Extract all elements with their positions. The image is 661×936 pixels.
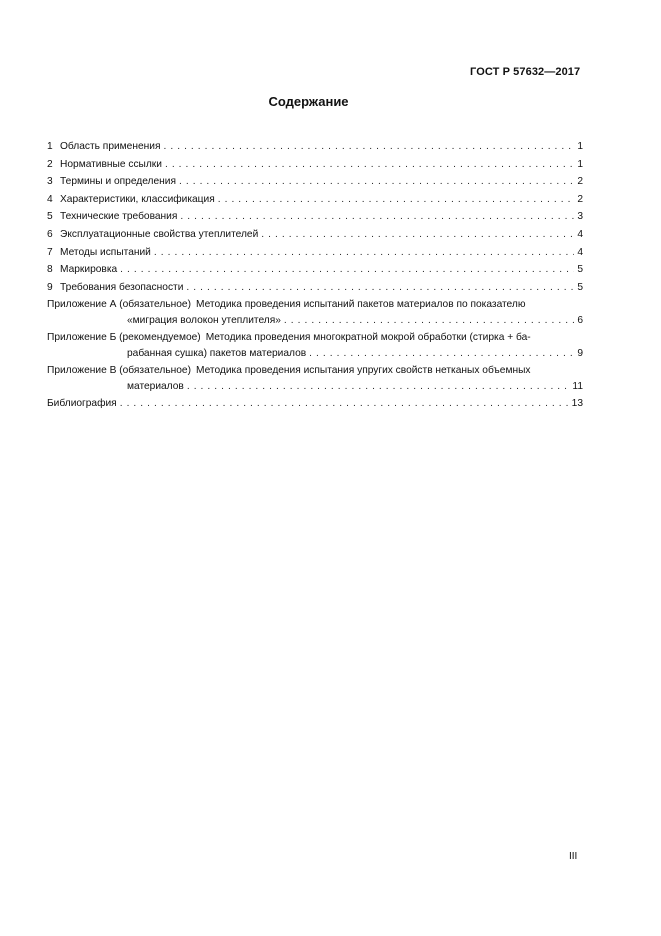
toc-entry-text: Технические требования [60, 211, 178, 223]
toc-appendix-v-cont[interactable] [47, 378, 583, 396]
toc-entry-page: 2 [577, 193, 583, 205]
appendix-title-line1: Методика проведения испытаний пакетов материалов по показателю [196, 299, 526, 311]
appendix-title-line1: Методика проведения многократной мокрой обработки (стирка + ба- [205, 332, 531, 344]
toc-appendix-b[interactable] [47, 329, 583, 344]
page-number: III [569, 851, 578, 862]
toc-appendix-a-cont[interactable] [47, 312, 583, 330]
dot-leader [180, 208, 574, 226]
toc-entry-text: Требования безопасности [60, 281, 184, 293]
toc-entry-4[interactable] [47, 191, 583, 209]
table-of-contents [47, 138, 583, 413]
toc-entry-6[interactable] [47, 226, 583, 244]
appendix-title-line2: «миграция волокон утеплителя» [127, 314, 281, 326]
toc-appendix-b-cont[interactable] [47, 345, 583, 363]
toc-entry-page: 9 [577, 347, 583, 359]
toc-appendix-v[interactable] [47, 362, 583, 377]
toc-entry-5[interactable] [47, 208, 583, 226]
dot-leader [186, 279, 574, 297]
toc-entry-text: Эксплуатационные свойства утеплителей [60, 228, 259, 240]
toc-entry-text: Нормативные ссылки [60, 158, 162, 170]
toc-entry-page: 6 [577, 314, 583, 326]
dot-leader [261, 226, 574, 244]
toc-entry-page: 1 [577, 158, 583, 170]
toc-entry-number: 4 [47, 193, 53, 205]
appendix-label: Приложение Б (рекомендуемое) [47, 332, 201, 344]
toc-entry-3[interactable] [47, 173, 583, 191]
dot-leader [309, 345, 574, 363]
toc-entry-number: 5 [47, 211, 53, 223]
appendix-title-line1: Методика проведения испытания упругих свойств нетканых объемных [196, 365, 531, 377]
toc-entry-page: 4 [577, 228, 583, 240]
dot-leader [120, 261, 574, 279]
toc-entry-1[interactable] [47, 138, 583, 156]
document-code: ГОСТ Р 57632—2017 [470, 66, 581, 78]
toc-entry-number: 1 [47, 141, 53, 152]
appendix-label: Приложение А (обязательное) [47, 299, 191, 311]
toc-entry-number: 2 [47, 158, 53, 170]
dot-leader [179, 173, 574, 191]
toc-entry-text: Маркировка [60, 264, 118, 276]
toc-entry-7[interactable] [47, 244, 583, 262]
toc-entry-page: 1 [577, 141, 583, 152]
toc-entry-8[interactable] [47, 261, 583, 279]
toc-entry-number: 6 [47, 228, 53, 240]
toc-entry-text: Характеристики, классификация [60, 193, 215, 205]
dot-leader [218, 191, 575, 209]
toc-entry-page: 5 [577, 264, 583, 276]
appendix-label: Приложение В (обязательное) [47, 365, 191, 377]
dot-leader [163, 138, 574, 156]
toc-entry-text: Библиография [47, 398, 117, 410]
toc-entry-number: 9 [47, 281, 53, 293]
toc-entry-text: Термины и определения [60, 176, 176, 188]
toc-appendix-a[interactable] [47, 296, 583, 311]
toc-entry-text: Область применения [60, 141, 161, 152]
toc-entry-number: 3 [47, 176, 53, 188]
page-title: Содержание [268, 94, 349, 109]
dot-leader [165, 156, 574, 174]
toc-entry-2[interactable] [47, 156, 583, 174]
toc-bibliography[interactable] [47, 395, 583, 413]
dot-leader [120, 395, 569, 413]
dot-leader [187, 378, 570, 396]
toc-entry-page: 11 [572, 380, 583, 392]
toc-entry-page: 3 [577, 211, 583, 223]
toc-entry-text: Методы испытаний [60, 246, 151, 258]
toc-entry-page: 2 [577, 176, 583, 188]
toc-entry-page: 13 [571, 398, 583, 410]
toc-entry-page: 5 [577, 281, 583, 293]
toc-entry-9[interactable] [47, 279, 583, 297]
toc-entry-number: 8 [47, 264, 53, 276]
toc-entry-page: 4 [577, 246, 583, 258]
appendix-title-line2: материалов [127, 380, 184, 392]
appendix-title-line2: рабанная сушка) пакетов материалов [127, 347, 307, 359]
dot-leader [154, 244, 574, 262]
toc-entry-number: 7 [47, 246, 53, 258]
dot-leader [284, 312, 574, 330]
